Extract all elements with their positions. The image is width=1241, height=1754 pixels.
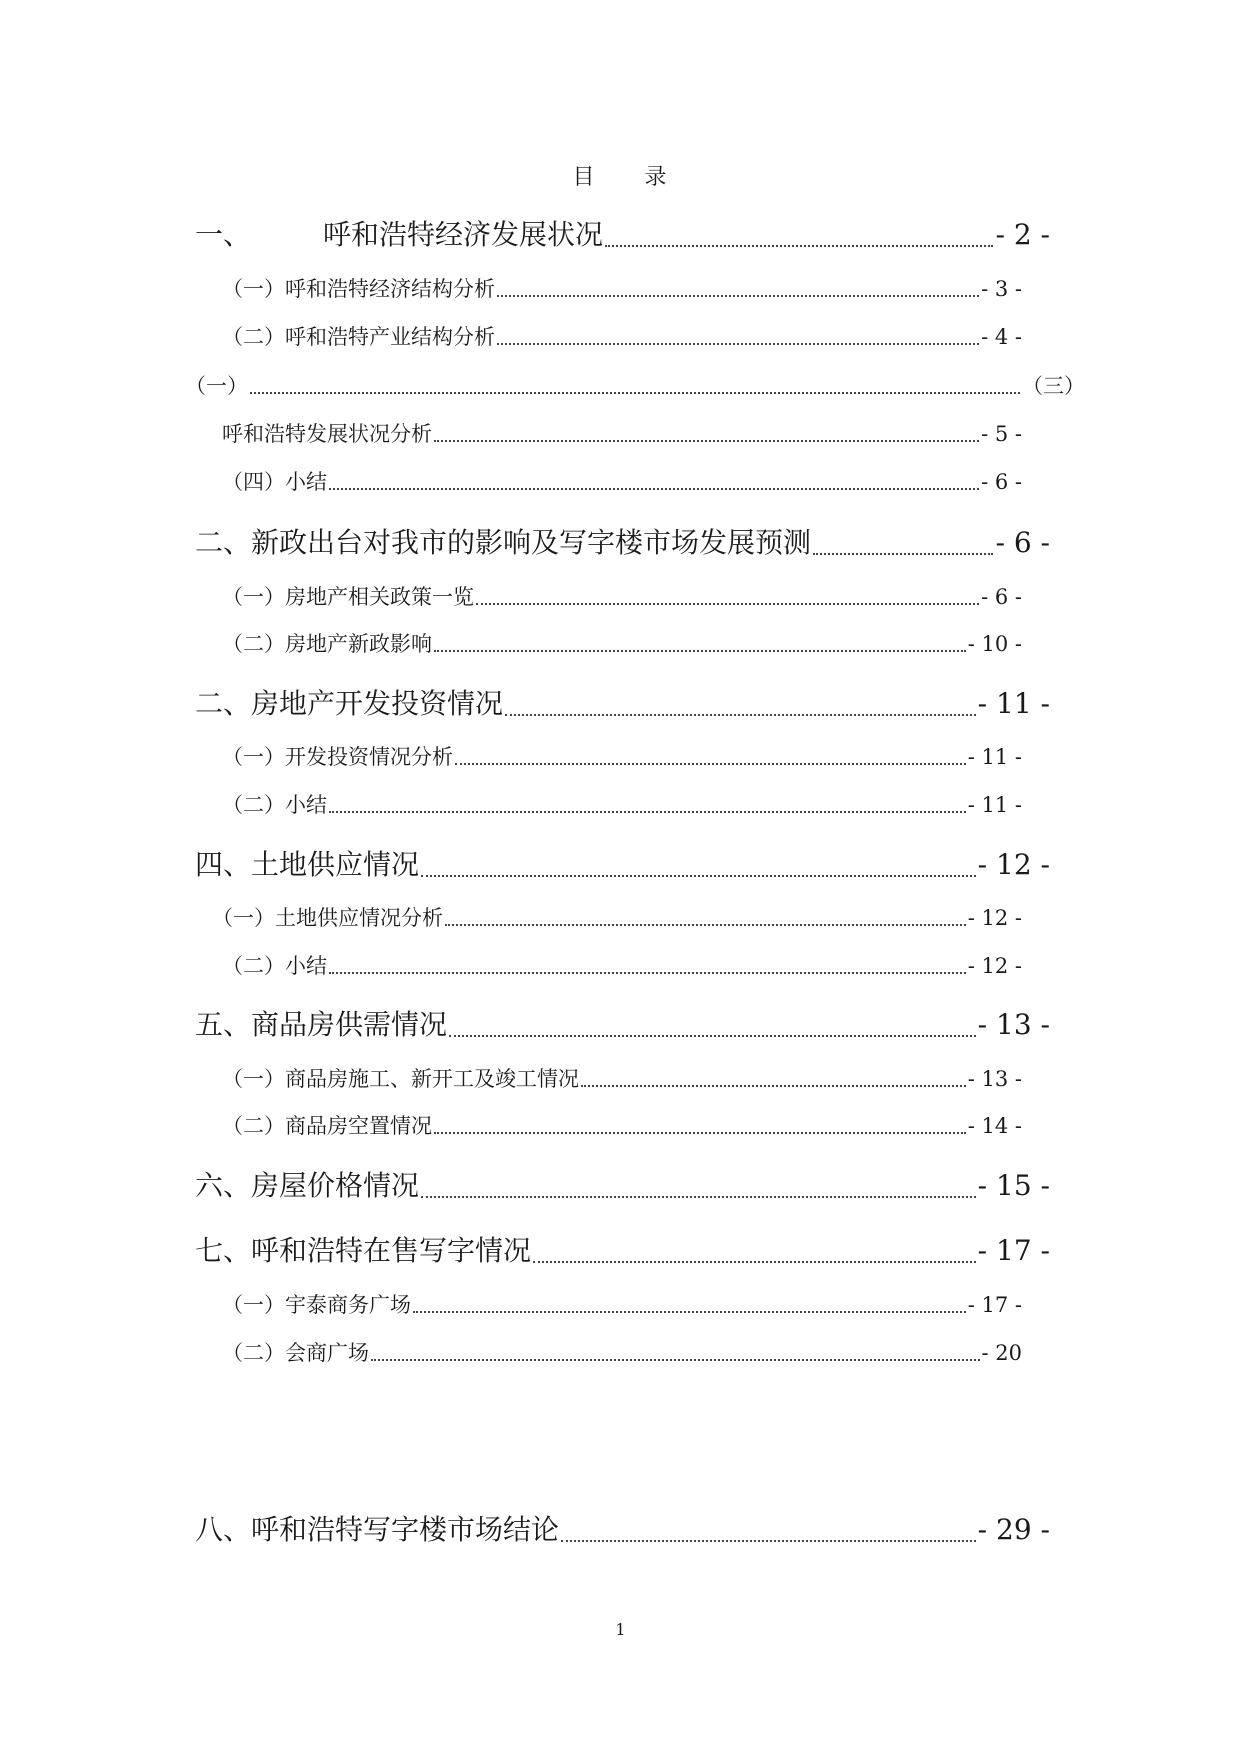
- toc-entry-3[interactable]: [195, 682, 1050, 722]
- toc-entry-label: （二）小结: [222, 954, 327, 978]
- toc-entry-3-2[interactable]: [222, 789, 1022, 819]
- toc-entry-page: - 10 -: [967, 632, 1022, 656]
- toc-entry-label: （一）开发投资情况分析: [222, 745, 453, 769]
- toc-entry-label: 二、房地产开发投资情况: [195, 687, 504, 720]
- dot-leader: [329, 972, 966, 974]
- toc-entry-label: 六、房屋价格情况: [195, 1169, 420, 1202]
- toc-entry-5[interactable]: [195, 1003, 1050, 1043]
- toc-entry-page: - 29 -: [977, 1513, 1050, 1546]
- dot-leader: [497, 343, 979, 345]
- toc-entry-page: - 13 -: [967, 1067, 1022, 1091]
- toc-entry-page: - 12 -: [967, 906, 1022, 930]
- toc-entry-2-2[interactable]: [222, 628, 1022, 658]
- toc-entry-page: - 5 -: [981, 422, 1022, 446]
- toc-entry-label: 四、土地供应情况: [195, 848, 420, 881]
- toc-entry-1[interactable]: [195, 213, 1050, 253]
- toc-entry-8[interactable]: [195, 1508, 1050, 1548]
- toc-entry-page: - 11 -: [977, 687, 1050, 720]
- toc-entry-3-1[interactable]: [222, 741, 1022, 771]
- toc-entry-1-4[interactable]: [222, 466, 1022, 496]
- toc-entry-6[interactable]: [195, 1164, 1050, 1204]
- toc-entry-label: （二）商品房空置情况: [222, 1114, 432, 1138]
- toc-entry-label: （二）房地产新政影响: [222, 632, 432, 656]
- dot-leader: [421, 1196, 976, 1198]
- toc-entry-label: （二）会商广场: [222, 1341, 369, 1365]
- toc-entry-page: - 6 -: [995, 526, 1050, 559]
- dot-leader: [413, 1311, 966, 1313]
- dot-leader: [455, 763, 966, 765]
- toc-entry-1-1[interactable]: [222, 273, 1022, 303]
- toc-entry-7-1[interactable]: [222, 1289, 1022, 1319]
- toc-entry-1-3-broken[interactable]: [185, 370, 1085, 400]
- toc-entry-page: （三）: [1022, 374, 1085, 398]
- dot-leader: [449, 1035, 976, 1037]
- toc-entry-page: - 17 -: [967, 1293, 1022, 1317]
- page-number: 1: [615, 1620, 626, 1639]
- toc-entry-label: 七、呼和浩特在售写字情况: [195, 1234, 532, 1267]
- toc-entry-7[interactable]: [195, 1229, 1050, 1269]
- toc-entry-label: 五、商品房供需情况: [195, 1008, 448, 1041]
- dot-leader: [533, 1261, 976, 1263]
- toc-entry-label: （一）呼和浩特经济结构分析: [222, 277, 495, 301]
- toc-entry-label: （一）商品房施工、新开工及竣工情况: [222, 1067, 579, 1091]
- toc-title: 目 录: [572, 165, 669, 190]
- dot-leader: [329, 811, 966, 813]
- toc-entry-2[interactable]: [195, 521, 1050, 561]
- dot-leader: [421, 875, 976, 877]
- dot-leader: [476, 603, 979, 605]
- toc-entry-4-2[interactable]: [222, 950, 1022, 980]
- toc-entry-page: - 14 -: [967, 1114, 1022, 1138]
- toc-entry-label: （一）土地供应情况分析: [212, 906, 443, 930]
- toc-entry-page: - 20: [981, 1341, 1022, 1365]
- dot-leader: [250, 392, 1020, 394]
- dot-leader: [371, 1359, 980, 1361]
- dot-leader: [497, 295, 979, 297]
- dot-leader: [581, 1085, 966, 1087]
- toc-entry-label: （一）宇泰商务广场: [222, 1293, 411, 1317]
- dot-leader: [434, 1132, 966, 1134]
- dot-leader: [434, 440, 979, 442]
- toc-entry-label: （四）小结: [222, 470, 327, 494]
- toc-entry-label: 一、 呼和浩特经济发展状况: [195, 218, 604, 251]
- toc-entry-page: - 3 -: [981, 277, 1022, 301]
- toc-entry-label: （二）呼和浩特产业结构分析: [222, 325, 495, 349]
- toc-entry-1-2[interactable]: [222, 321, 1022, 351]
- toc-entry-5-2[interactable]: [222, 1110, 1022, 1140]
- toc-entry-page: - 17 -: [977, 1234, 1050, 1267]
- dot-leader: [813, 553, 993, 555]
- toc-entry-7-2[interactable]: [222, 1337, 1022, 1367]
- toc-entry-2-1[interactable]: [222, 581, 1022, 611]
- toc-entry-label: （二）小结: [222, 793, 327, 817]
- toc-entry-label: 八、呼和浩特写字楼市场结论: [195, 1513, 560, 1546]
- toc-entry-page: - 12 -: [967, 954, 1022, 978]
- dot-leader: [561, 1540, 976, 1542]
- toc-entry-label: 呼和浩特发展状况分析: [222, 422, 432, 446]
- toc-entry-page: - 4 -: [981, 325, 1022, 349]
- toc-entry-4[interactable]: [195, 843, 1050, 883]
- toc-entry-page: - 6 -: [981, 470, 1022, 494]
- toc-entry-1-3[interactable]: [222, 418, 1022, 448]
- toc-entry-4-1[interactable]: [212, 902, 1022, 932]
- dot-leader: [329, 488, 979, 490]
- toc-entry-page: - 15 -: [977, 1169, 1050, 1202]
- toc-entry-label: （一）房地产相关政策一览: [222, 585, 474, 609]
- toc-entry-page: - 12 -: [977, 848, 1050, 881]
- dot-leader: [605, 245, 993, 247]
- toc-entry-label: 二、新政出台对我市的影响及写字楼市场发展预测: [195, 526, 812, 559]
- toc-entry-page: - 2 -: [995, 218, 1050, 251]
- toc-entry-page: - 11 -: [967, 793, 1022, 817]
- dot-leader: [445, 924, 966, 926]
- toc-entry-label: （一）: [185, 374, 248, 398]
- toc-entry-page: - 11 -: [967, 745, 1022, 769]
- toc-entry-page: - 6 -: [981, 585, 1022, 609]
- dot-leader: [505, 714, 976, 716]
- dot-leader: [434, 650, 966, 652]
- toc-entry-5-1[interactable]: [222, 1063, 1022, 1093]
- toc-entry-page: - 13 -: [977, 1008, 1050, 1041]
